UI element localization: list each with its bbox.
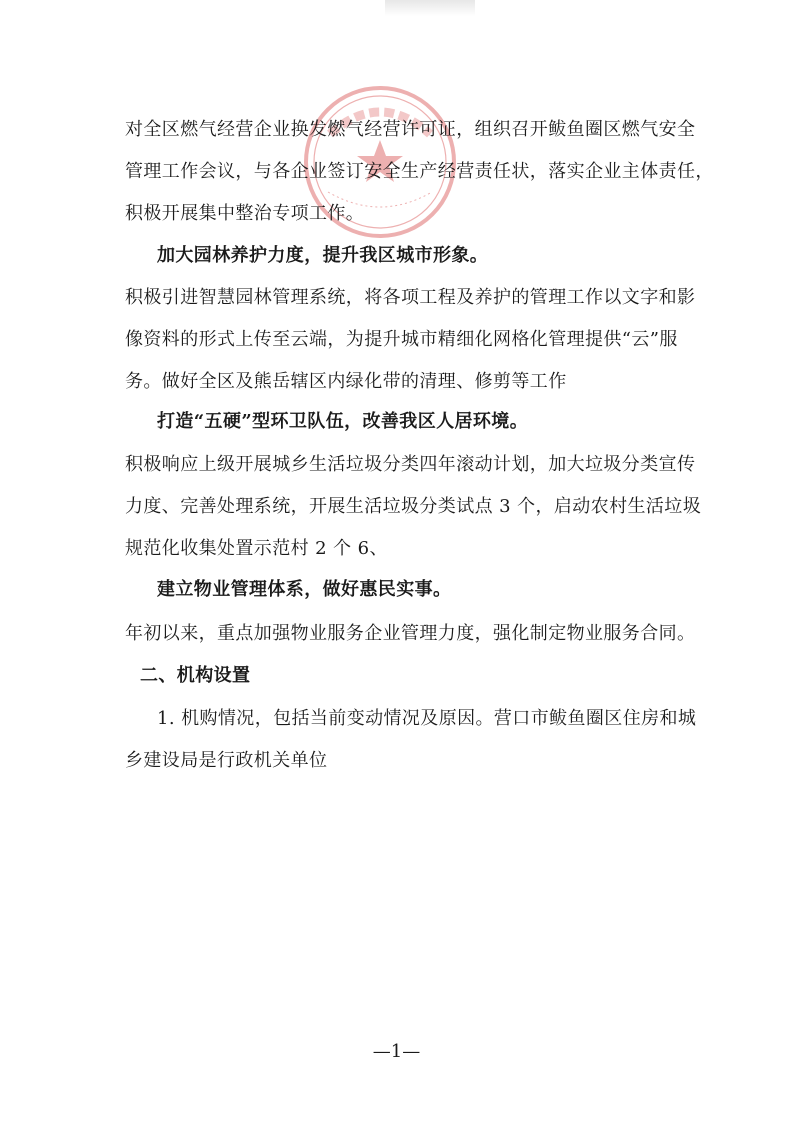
body-text-line: 积极开展集中整治专项工作。 — [125, 203, 365, 224]
section-heading: 打造“五硬”型环卫队伍，改善我区人居环境。 — [157, 411, 529, 432]
body-text-line: 规范化收集处置示范村 2 个 6、 — [125, 538, 388, 559]
page-number: —1— — [372, 1041, 421, 1062]
scan-edge-mark — [385, 0, 475, 16]
body-text-line: 务。做好全区及熊岳辖区内绿化带的清理、修剪等工作 — [125, 371, 567, 392]
body-text-line: 年初以来，重点加强物业服务企业管理力度，强化制定物业服务合同。 — [125, 623, 696, 644]
body-text-line: 积极响应上级开展城乡生活垃圾分类四年滚动计划，加大垃圾分类宣传 — [125, 454, 696, 475]
body-text-line: 积极引进智慧园林管理系统，将各项工程及养护的管理工作以文字和影 — [125, 287, 696, 308]
section-heading: 建立物业管理体系，做好惠民实事。 — [157, 579, 452, 600]
chapter-heading: 二、机构设置 — [140, 665, 251, 686]
body-text-line: 管理工作会议，与各企业签订安全生产经营责任状，落实企业主体责任， — [125, 161, 714, 182]
section-heading: 加大园林养护力度，提升我区城市形象。 — [157, 245, 489, 266]
body-text-line: 像资料的形式上传至云端，为提升城市精细化网格化管理提供“云”服 — [125, 329, 678, 350]
body-text-line: 1. 机购情况，包括当前变动情况及原因。营口市鲅鱼圈区住房和城 — [157, 708, 697, 729]
body-text-line: 力度、完善处理系统，开展生活垃圾分类试点 3 个，启动农村生活垃圾 — [125, 496, 702, 517]
body-text-line: 对全区燃气经营企业换发燃气经营许可证，组织召开鲅鱼圈区燃气安全 — [125, 119, 696, 140]
body-text-line: 乡建设局是行政机关单位 — [125, 750, 328, 771]
